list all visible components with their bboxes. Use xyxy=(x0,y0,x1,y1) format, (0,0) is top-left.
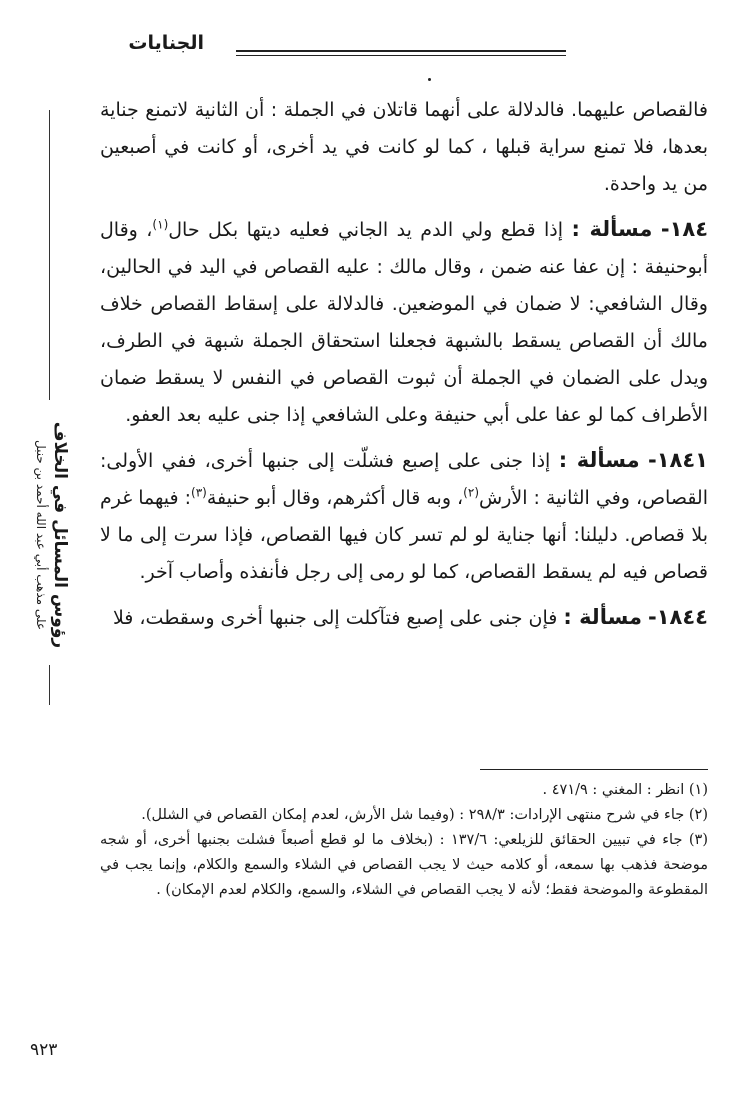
header-rule xyxy=(236,50,566,52)
footnote-3: (٣) جاء في تبيين الحقائق للزيلعي: ١٣٧/٦ : (بخلاف ما لو قطع أصبعاً فشلت بجنبها أخرى، أو شجه موضحة فذهب بها سمعه، أو كلامه حيث لا يجب القصاص في الشلاء والسمع والكلام، وإنما يجب في المقطوعة والموضحة فقط؛ لأنه لا يجب القصاص في الشلاء، والسمع، والكلام لعدم الإمكان) . xyxy=(100,832,709,898)
sidebar-main-title: رؤوس المسائل في الخلاف xyxy=(50,421,70,649)
footnote-1: (١) انظر : المغني : ٤٧١/٩ . xyxy=(542,782,708,798)
issue-text: إذا جنى على إصبع فشلّت إلى جنبها أخرى، ففي الأولى: القصاص، وفي الثانية : الأرش xyxy=(100,450,709,509)
issue-number: ١٨٤١- xyxy=(648,448,709,472)
issue-label: مسألة : xyxy=(571,217,653,241)
page-number: ٩٢٣ xyxy=(30,1040,58,1060)
sidebar-subtitle: على مذهب أبي عبد الله أحمد بن حنبل xyxy=(34,439,48,631)
sidebar-line-bottom xyxy=(49,665,50,705)
stray-dot xyxy=(428,78,431,81)
issue-text-end: : فيهما غرم بلا قصاص. دليلنا: أنها جناية لو لم تسر كان فيها القصاص، فإذا سرت إلى ما لا قصاص فيه لم يسقط القصاص، كما لو رمى إلى رجل فأنفذه وأصاب آخر. xyxy=(100,487,708,583)
issue-text-cont: ، وبه قال أكثرهم، وقال أبو حنيفة xyxy=(206,487,464,509)
side-running-title xyxy=(30,110,70,690)
main-text xyxy=(100,92,708,637)
footnote-mark: (١) xyxy=(152,217,169,232)
running-header-title: الجنايات xyxy=(128,32,204,54)
issue-text: إذا قطع ولي الدم يد الجاني فعليه ديتها بكل حال xyxy=(168,219,563,241)
issue-text-cont: ، وقال أبوحنيفة : إن عفا عنه ضمن ، وقال مالك : عليه القصاص في اليد في الحالين، وقال الشافعي: لا ضمان في الموضعين. فالدلالة على إسقاط القصاص خلاف مالك أن القصاص يسقط بالشبهة فجعلنا استحقاق الجملة شبهة في الطرف، ويدل على الضمان في الجملة أن ثبوت القصاص في النفس لا يسقط ضمان الأطراف كما لو عفا على أبي حنيفة وعلى الشافعي إذا جنى عليه بعد العفو. xyxy=(100,219,708,426)
sidebar-book-title xyxy=(34,410,70,660)
footnote-mark: (٢) xyxy=(463,485,479,500)
issue-number: ١٨٤٤- xyxy=(648,605,708,629)
issue-1844 xyxy=(100,599,708,637)
footnotes xyxy=(100,778,708,903)
issue-1840 xyxy=(100,211,708,434)
footnote-2: (٢) جاء في شرح منتهى الإرادات: ٢٩٨/٣ : (وفيما شل الأرش، لعدم إمكان القصاص في الشلل). xyxy=(141,807,708,823)
header-rule-thin xyxy=(236,55,566,56)
issue-1841 xyxy=(100,442,708,591)
issue-label: مسألة : xyxy=(558,448,640,472)
footnote-separator xyxy=(480,769,708,770)
issue-number: ١٨٤- xyxy=(660,217,709,241)
issue-text: فإن جنى على إصبع فتآكلت إلى جنبها أخرى وسقطت، فلا xyxy=(112,607,558,629)
sidebar-line-top xyxy=(49,110,50,400)
footnote-mark: (٣) xyxy=(191,485,207,500)
intro-paragraph: فالقصاص عليهما. فالدلالة على أنهما قاتلان في الجملة : أن الثانية لاتمنع جناية بعدها، فلا تمنع سراية قبلها ، كما لو كانت في يد أخرى، أو كانت في أصبعين من يد واحدة. xyxy=(100,99,708,195)
issue-label: مسألة : xyxy=(563,605,642,629)
